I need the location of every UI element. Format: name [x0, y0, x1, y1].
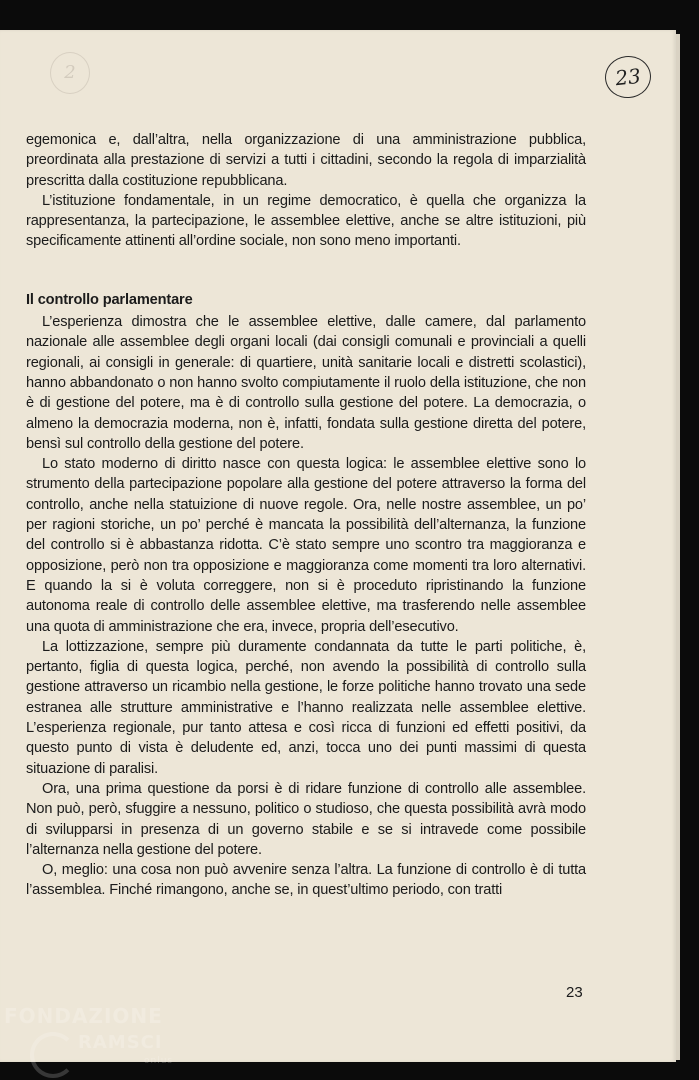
watermark-line2: RAMSCI	[78, 1032, 163, 1053]
section-heading: Il controllo parlamentare	[26, 291, 193, 308]
document-body	[26, 130, 586, 901]
paragraph: O, meglio: una cosa non può avvenire senza l’altra. La funzione di controllo è di tutta l’assemblea. Finché rimangono, anche se, in quest’ultimo periodo, con tratti	[26, 862, 586, 899]
paragraph: L’istituzione fondamentale, in un regime democratico, è quella che organizza la rappresentanza, la partecipazione, le assemblee elettive, anche se altre istituzioni, più specificamente attinenti all’ordine sociale, non sono meno importanti.	[26, 192, 586, 250]
watermark-line3: onlus	[144, 1056, 174, 1066]
page-number: 23	[566, 984, 583, 1001]
watermark-line1: FONDAZIONE	[4, 1004, 163, 1028]
paragraph: L’esperienza dimostra che le assemblee elettive, dalle camere, dal parlamento nazionale alle assemblee degli organi locali (dai consigli comunali e provinciali a quelli regionali, ai consigli in generale: di quartiere, unità sanitarie locali e distretti scolastici), hanno abbandonato o non hanno svolto compiutamente il ruolo della istituzione, che non è di gestione del potere, ma è di controllo sulla gestione del potere. La democrazia, o almeno la democrazia moderna, non è, infatti, fondata sulla gestione diretta del potere, bensì sul controllo della gestione del potere.	[26, 314, 586, 452]
watermark-logo	[4, 1004, 174, 1066]
faint-corner-mark: 2	[50, 52, 90, 94]
paragraph: Ora, una prima questione da porsi è di ridare funzione di controllo alle assemblee. Non può, però, sfuggire a nessuno, politico o studioso, che questa possibilità avrà modo di svilupparsi in presenza di un governo stabile e se si intravede come possibile l’alternanza nella gestione del potere.	[26, 780, 586, 858]
g-logo-icon	[30, 1032, 76, 1078]
paragraph: La lottizzazione, sempre più duramente condannata da tutte le parti politiche, è, pertanto, figlia di questa logica, perché, non avendo la possibilità di controllo sulla gestione attraverso un ricambio nella gestione, le forze politiche hanno trovato una sede estranea alle strutture amministrative e l’hanno realizzata nelle assemblee elettive. L’esperienza regionale, pur tanto attesa e così ricca di funzioni ed effetti positivi, da questo punto di vista è deludente ed, anzi, tocca uno dei punti massimi di questa situazione di paralisi.	[26, 638, 586, 777]
paragraph: egemonica e, dall’altra, nella organizzazione di una amministrazione pubblica, preordinata alla prestazione di servizi a tutti i cittadini, secondo la regola di imparzialità prescritta dalla costituzione repubblicana.	[26, 132, 586, 189]
page-edge	[676, 34, 680, 1060]
handwritten-page-mark: 23	[603, 54, 653, 101]
paragraph: Lo stato moderno di diritto nasce con questa logica: le assemblee elettive sono lo strumento della partecipazione popolare alla gestione del potere attraverso la forma del controllo, anche nella statuizione di nuove regole. Ora, nelle nostre assemblee, un po’ per ragioni storiche, un po’ perché è mancata la possibilità dell’alternanza, la funzione del controllo si è abbastanza ridotta. C’è stato sempre uno scontro tra maggioranza e opposizione, però non tra opposizione e maggioranza come momenti tra loro alternativi. E quando la si è voluta correggere, non si è proceduto ripristinando la funzione autonoma reale di controllo delle assemblee elettive, ma trasferendo nelle assemblee una quota di amministrazione che era, invece, propria dell’esecutivo.	[26, 456, 586, 635]
